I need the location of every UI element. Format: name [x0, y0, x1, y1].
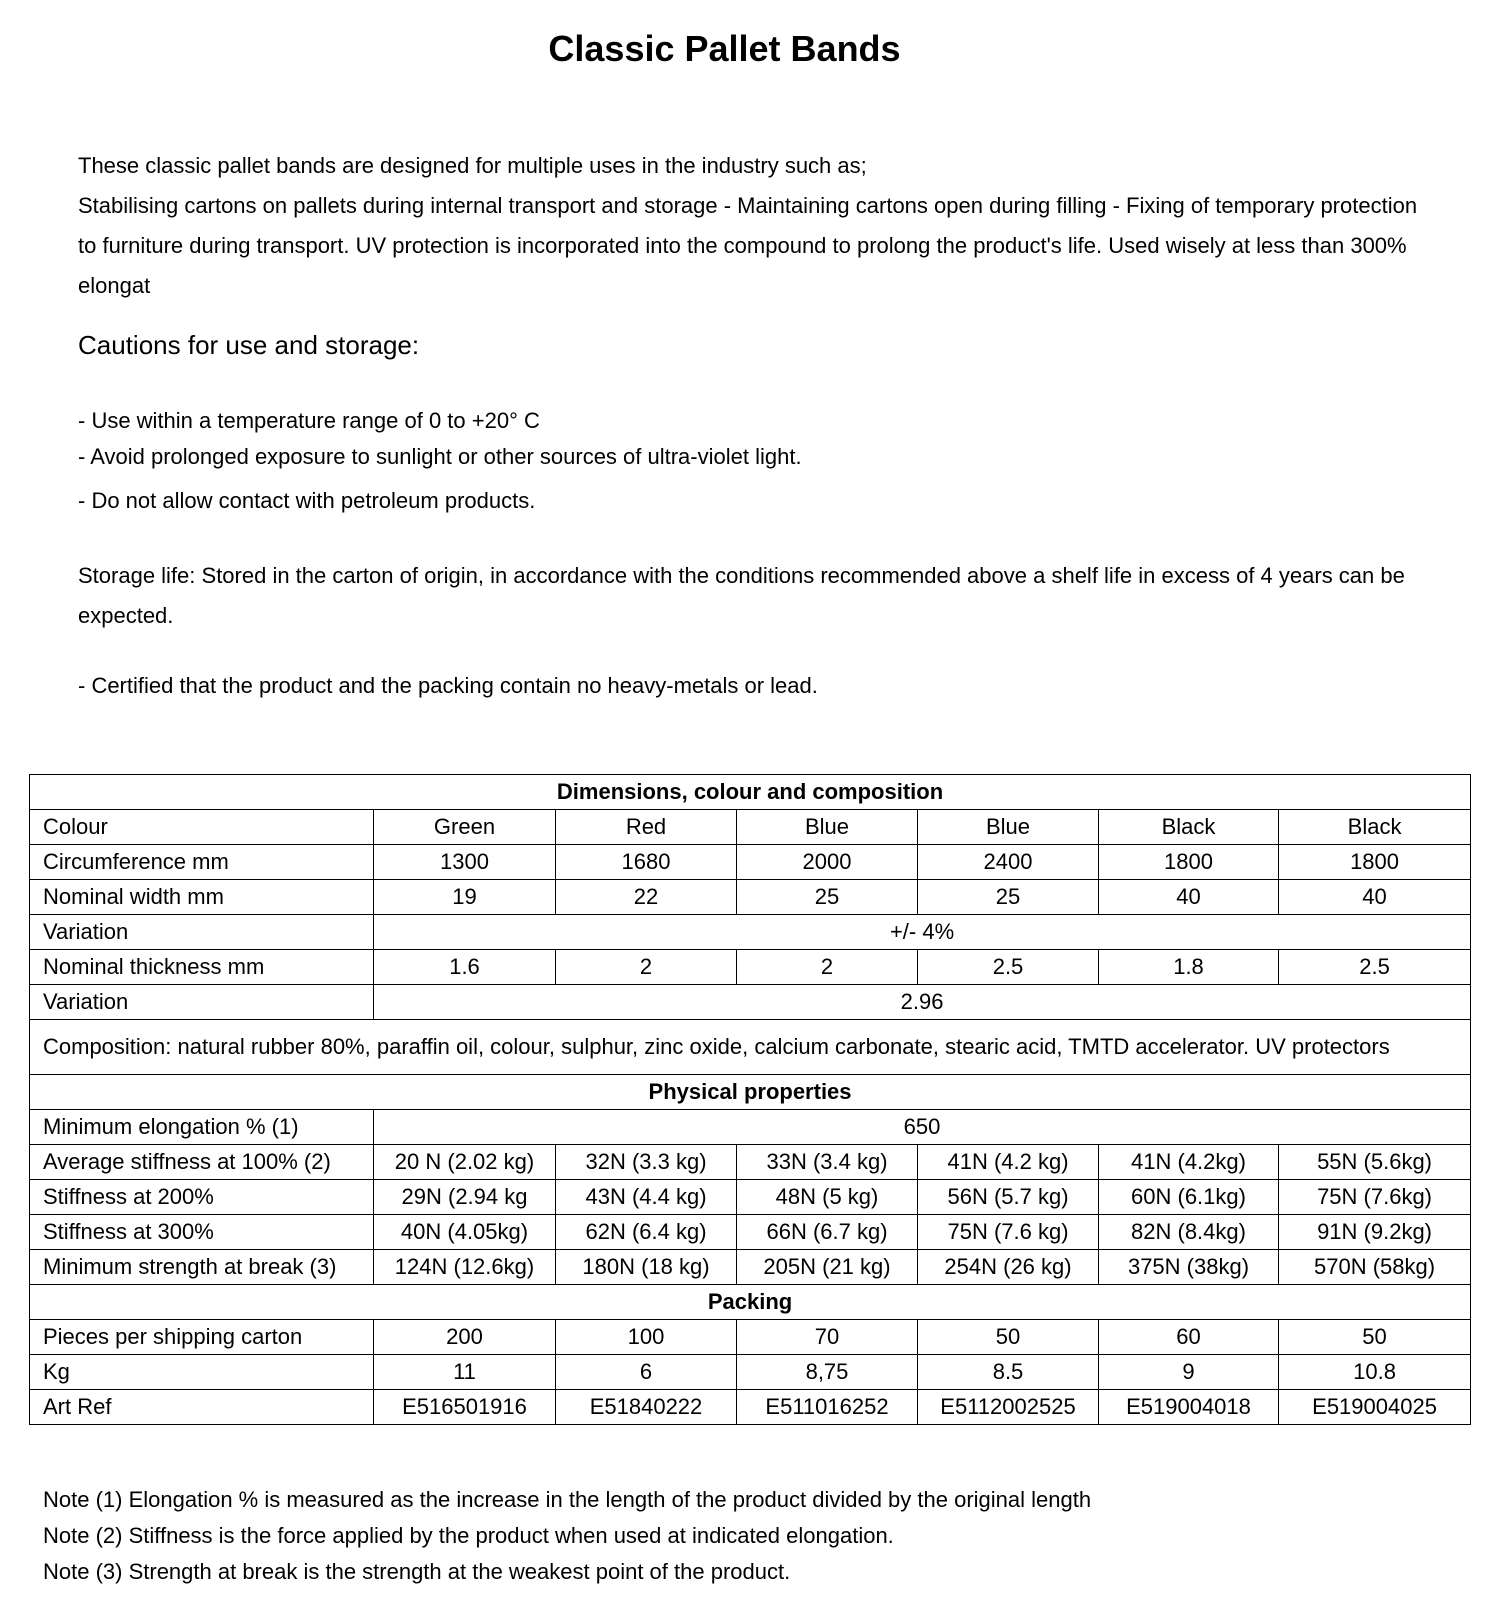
row-label: Nominal width mm [30, 880, 374, 915]
table-cell: 55N (5.6kg) [1279, 1145, 1471, 1180]
table-row [30, 1145, 1471, 1180]
table-row [30, 1250, 1471, 1285]
table-cell: 40 [1099, 880, 1279, 915]
table-cell: 60 [1099, 1320, 1279, 1355]
note-2: Note (2) Stiffness is the force applied by the product when used at indicated elongation. [43, 1523, 894, 1548]
table-cell: 70 [737, 1320, 918, 1355]
dimensions-heading: Dimensions, colour and composition [30, 775, 1471, 810]
table-cell: E516501916 [374, 1390, 556, 1425]
table-cell: E511016252 [737, 1390, 918, 1425]
table-cell: 19 [374, 880, 556, 915]
cautions-heading: Cautions for use and storage: [78, 330, 420, 360]
table-cell: 1800 [1099, 845, 1279, 880]
table-cell: 40N (4.05kg) [374, 1215, 556, 1250]
table-cell: 29N (2.94 kg [374, 1180, 556, 1215]
row-label: Minimum strength at break (3) [30, 1250, 374, 1285]
table-cell: E519004025 [1279, 1390, 1471, 1425]
table-cell: 205N (21 kg) [737, 1250, 918, 1285]
table-cell: 180N (18 kg) [556, 1250, 737, 1285]
row-label: Minimum elongation % (1) [30, 1110, 374, 1145]
row-label: Stiffness at 200% [30, 1180, 374, 1215]
table-cell: Blue [918, 810, 1099, 845]
caution-item: - Do not allow contact with petroleum products. [78, 488, 536, 513]
table-cell: 6 [556, 1355, 737, 1390]
table-row [30, 1180, 1471, 1215]
table-cell: 1300 [374, 845, 556, 880]
table-cell: Red [556, 810, 737, 845]
composition-text: Composition: natural rubber 80%, paraffin oil, colour, sulphur, zinc oxide, calcium carbonate, stearic acid, TMTD accelerator. UV protectors [30, 1020, 1471, 1075]
table-cell: Blue [737, 810, 918, 845]
table-row [30, 985, 1471, 1020]
table-row [30, 845, 1471, 880]
row-label: Nominal thickness mm [30, 950, 374, 985]
table-cell: 10.8 [1279, 1355, 1471, 1390]
table-cell: 62N (6.4 kg) [556, 1215, 737, 1250]
table-cell: 375N (38kg) [1099, 1250, 1279, 1285]
table-cell: 2400 [918, 845, 1099, 880]
table-row [30, 880, 1471, 915]
table-cell: 41N (4.2kg) [1099, 1145, 1279, 1180]
table-cell: 2.5 [1279, 950, 1471, 985]
packing-heading: Packing [30, 1285, 1471, 1320]
intro-line-1: These classic pallet bands are designed for multiple uses in the industry such as; [78, 153, 867, 178]
table-cell: 56N (5.7 kg) [918, 1180, 1099, 1215]
table-cell: 41N (4.2 kg) [918, 1145, 1099, 1180]
table-cell: 2 [556, 950, 737, 985]
table-cell: 9 [1099, 1355, 1279, 1390]
table-row [30, 1320, 1471, 1355]
section-heading-row [30, 775, 1471, 810]
section-heading-row [30, 1075, 1471, 1110]
table-cell: 100 [556, 1320, 737, 1355]
specification-table [29, 774, 1471, 1425]
table-cell: 8.5 [918, 1355, 1099, 1390]
note-1: Note (1) Elongation % is measured as the increase in the length of the product divided by the original length [43, 1487, 1092, 1512]
table-cell: 200 [374, 1320, 556, 1355]
storage-life-text: Storage life: Stored in the carton of origin, in accordance with the conditions recommended above a shelf life in excess of 4 years can be expected. [78, 563, 1405, 628]
table-row [30, 1110, 1471, 1145]
row-label: Average stiffness at 100% (2) [30, 1145, 374, 1180]
notes [43, 1482, 1091, 1590]
table-cell: 20 N (2.02 kg) [374, 1145, 556, 1180]
page-title: Classic Pallet Bands [548, 28, 901, 69]
row-label: Pieces per shipping carton [30, 1320, 374, 1355]
row-label: Stiffness at 300% [30, 1215, 374, 1250]
table-cell: 8,75 [737, 1355, 918, 1390]
table-cell: 2000 [737, 845, 918, 880]
table-cell: 75N (7.6kg) [1279, 1180, 1471, 1215]
table-cell: 2.5 [918, 950, 1099, 985]
table-cell: 60N (6.1kg) [1099, 1180, 1279, 1215]
physical-properties-heading: Physical properties [30, 1075, 1471, 1110]
table-cell: 11 [374, 1355, 556, 1390]
table-cell: 22 [556, 880, 737, 915]
row-label: Variation [30, 915, 374, 950]
row-label: Circumference mm [30, 845, 374, 880]
table-row [30, 1390, 1471, 1425]
table-row [30, 950, 1471, 985]
row-label: Kg [30, 1355, 374, 1390]
intro-line-2: Stabilising cartons on pallets during internal transport and storage - Maintaining cartons open during filling - Fixing of temporary protection to furniture during transport. UV protection is incorporated into the compound to prolong the product's life. Used wisely at less than 300% elongat [78, 193, 1418, 298]
table-cell: 2 [737, 950, 918, 985]
table-cell: 43N (4.4 kg) [556, 1180, 737, 1215]
row-label: Art Ref [30, 1390, 374, 1425]
intro-text [78, 146, 1418, 306]
caution-item: - Use within a temperature range of 0 to +20° C [78, 408, 540, 433]
table-cell: 82N (8.4kg) [1099, 1215, 1279, 1250]
table-cell: 75N (7.6 kg) [918, 1215, 1099, 1250]
row-label: Variation [30, 985, 374, 1020]
table-cell: E5112002525 [918, 1390, 1099, 1425]
table-cell: 1.6 [374, 950, 556, 985]
table-cell: E51840222 [556, 1390, 737, 1425]
note-3: Note (3) Strength at break is the strength at the weakest point of the product. [43, 1559, 791, 1584]
table-cell: 48N (5 kg) [737, 1180, 918, 1215]
table-cell: 50 [918, 1320, 1099, 1355]
table-cell: 1.8 [1099, 950, 1279, 985]
table-cell: 50 [1279, 1320, 1471, 1355]
table-cell: +/- 4% [374, 915, 1471, 950]
table-cell: 32N (3.3 kg) [556, 1145, 737, 1180]
table-cell: 40 [1279, 880, 1471, 915]
table-cell: 254N (26 kg) [918, 1250, 1099, 1285]
table-row [30, 810, 1471, 845]
table-cell: 1800 [1279, 845, 1471, 880]
table-cell: 91N (9.2kg) [1279, 1215, 1471, 1250]
table-cell: 66N (6.7 kg) [737, 1215, 918, 1250]
table-cell: E519004018 [1099, 1390, 1279, 1425]
table-cell: Black [1099, 810, 1279, 845]
table-cell: 33N (3.4 kg) [737, 1145, 918, 1180]
table-cell: 650 [374, 1110, 1471, 1145]
table-cell: 124N (12.6kg) [374, 1250, 556, 1285]
certification-text: - Certified that the product and the packing contain no heavy-metals or lead. [78, 673, 818, 698]
table-cell: 25 [737, 880, 918, 915]
table-cell: 2.96 [374, 985, 1471, 1020]
table-cell: Green [374, 810, 556, 845]
table-cell: Black [1279, 810, 1471, 845]
caution-item: - Avoid prolonged exposure to sunlight or other sources of ultra-violet light. [78, 444, 802, 469]
composition-row [30, 1020, 1471, 1075]
section-heading-row [30, 1285, 1471, 1320]
table-cell: 25 [918, 880, 1099, 915]
table-cell: 570N (58kg) [1279, 1250, 1471, 1285]
table-row [30, 915, 1471, 950]
row-label: Colour [30, 810, 374, 845]
table-row [30, 1215, 1471, 1250]
table-cell: 1680 [556, 845, 737, 880]
table-row [30, 1355, 1471, 1390]
